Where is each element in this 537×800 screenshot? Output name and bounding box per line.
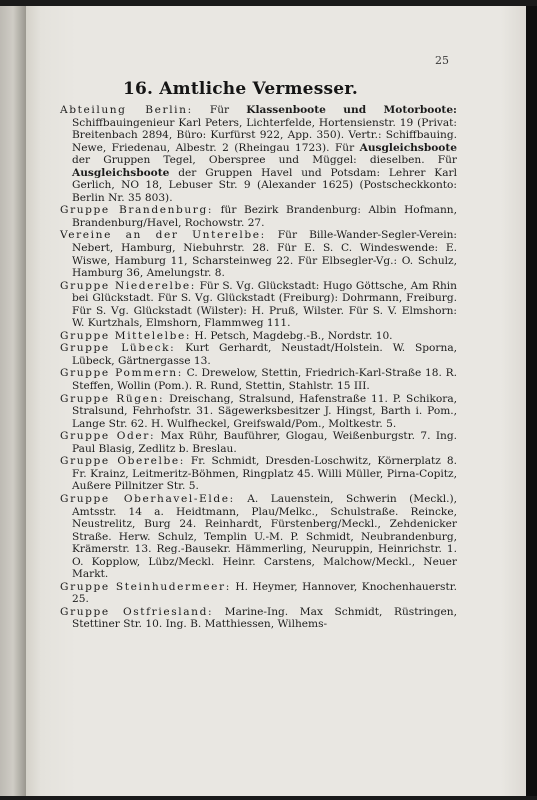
entry-text: Für (192, 104, 247, 116)
entry-lead: Gruppe Lübeck: (60, 342, 176, 355)
entry-lead: Gruppe Oder: (60, 430, 156, 443)
entry-text: Für Bille-Wander-Segler-Verein: Nebert, Hamburg, Niebuhrstr. 28. Für E. S. C. Windeswende: E. Wiswe, Hamburg 11, Scharsteinweg 22. Für Elbsegler-Vg.: O. Schulz, Hamburg 36, Amelungstr. 8. (72, 229, 457, 280)
entry-item (60, 229, 457, 279)
scan-border (526, 6, 537, 796)
entry-lead: Gruppe Brandenburg: (60, 204, 214, 217)
entry-text: Für S. Vg. Glückstadt: Hugo Göttsche, Am Rhin bei Glückstadt. Für S. Vg. Glückstadt (Freiburg): Dohrmann, Freiburg. Für S. Vg. Glückstadt (Wilster): H. Pruß, Wilster. Für S. V. Elmshorn: W. Kurtzhals, Elmshorn, Flammweg 111. (72, 279, 457, 330)
entry-lead: Gruppe Mittelelbe: (60, 329, 192, 342)
entry-lead: Abteilung Berlin: (60, 104, 193, 116)
section-title: 16. Amtliche Vermesser. (123, 79, 358, 99)
entry-item (60, 280, 457, 330)
entry-item (60, 393, 457, 431)
entry-text: Kurt Gerhardt, Neustadt/Holstein. W. Sporna, Lübeck, Gärtnergasse 13. (72, 342, 458, 367)
entry-item (60, 342, 457, 367)
entry-item (60, 367, 457, 392)
entry-item (60, 581, 457, 606)
entry-text: der Gruppen Havel und Potsdam: Lehrer Karl Gerlich, NO 18, Lebuser Str. 9 (Alexander 1625) (Postscheckkonto: Berlin Nr. 35 803). (72, 166, 457, 204)
entry-text: A. Lauenstein, Schwerin (Meckl.), Amtsstr. 14 a. Heidtmann, Plau/Melkc., Schulstraße. Reincke, Neustrelitz, Burg 24. Reinhardt, Fürstenberg/Meckl., Zehdenicker Straße. Herw. Schulz, Templin U.-M. P. Schmidt, Neubrandenburg, Krämerstr. 13. Reg.-Bausekr. Hämmerling, Neuruppin, Heinrichstr. 1. O. Kopplow, Lübz/Meckl. Heinr. Carstens, Malchow/Meckl., Neuer Markt. (72, 492, 457, 581)
entry-item (60, 493, 457, 581)
entry-item (60, 430, 457, 455)
entry-text: für Bezirk Brandenburg: Albin Hofmann, Brandenburg/Havel, Rochowstr. 27. (72, 204, 457, 229)
entry-item (60, 204, 457, 229)
entry-lead: Gruppe Ostfriesland: (60, 605, 214, 618)
entry-item (60, 455, 457, 493)
entry-lead: Gruppe Oberelbe: (60, 455, 185, 468)
entry-text: Max Rühr, Bauführer, Glogau, Weißenburgstr. 7. Ing. Paul Blasig, Zedlitz b. Breslau. (72, 430, 457, 455)
entry-text: Schiffbauingenieur Karl Peters, Lichterfelde, Hortensienstr. 19 (Privat: Breitenbach 2894, Büro: Kurfürst 922, App. 350). Vertr.: Schiffbauing. Newe, Friedenau, Albestr. 2 (Rheingau 1723). Für (72, 116, 457, 154)
entry-emphasis: Klassenboote und Motorboote: (246, 104, 457, 116)
book-gutter (0, 6, 26, 796)
entry-item (60, 606, 457, 631)
entry-lead: Gruppe Steinhudermeer: (60, 580, 231, 593)
entry-list (60, 104, 457, 631)
entry-text: H. Petsch, Magdebg.-B., Nordstr. 10. (191, 329, 393, 342)
entry-text: H. Heymer, Hannover, Knochenhauerstr. 25. (72, 580, 457, 606)
entry-text: C. Drewelow, Stettin, Friedrich-Karl-Straße 18. R. Steffen, Wollin (Pom.). R. Rund, Stettin, Stahlstr. 15 III. (72, 367, 457, 393)
entry-lead: Gruppe Niederelbe: (60, 279, 196, 292)
entry-text: der Gruppen Tegel, Oberspree und Müggel: dieselben. Für (72, 154, 457, 167)
entry-emphasis: Ausgleichsboote (72, 166, 170, 179)
entry-lead: Vereine an der Unterelbe: (60, 229, 266, 242)
entry-lead: Gruppe Rügen: (60, 392, 165, 405)
entry-lead: Gruppe Oberhavel-Elde: (60, 492, 235, 505)
entry-text: Dreischang, Stralsund, Hafenstraße 11. P. Schikora, Stralsund, Fehrhofstr. 31. Sägewerksbesitzer J. Hingst, Barth i. Pom., Lange Str. 62. H. Wulfheckel, Greifswald/Pom., Moltkestr. 5. (72, 392, 458, 430)
entry-emphasis: Ausgleichsboote (359, 141, 457, 154)
entry-item (60, 104, 457, 204)
entry-lead: Gruppe Pommern: (60, 367, 183, 380)
page-number: 25 (435, 54, 449, 67)
entry-text: Fr. Schmidt, Dresden-Loschwitz, Körnerplatz 8. Fr. Krainz, Leitmeritz-Böhmen, Ringplatz 45. Willi Müller, Pirna-Copitz, Außere Pillnitzer Str. 5. (72, 455, 458, 493)
entry-item (60, 330, 457, 343)
entry-text: Marine-Ing. Max Schmidt, Rüstringen, Stettiner Str. 10. Ing. B. Matthiessen, Wilhems- (72, 605, 457, 631)
